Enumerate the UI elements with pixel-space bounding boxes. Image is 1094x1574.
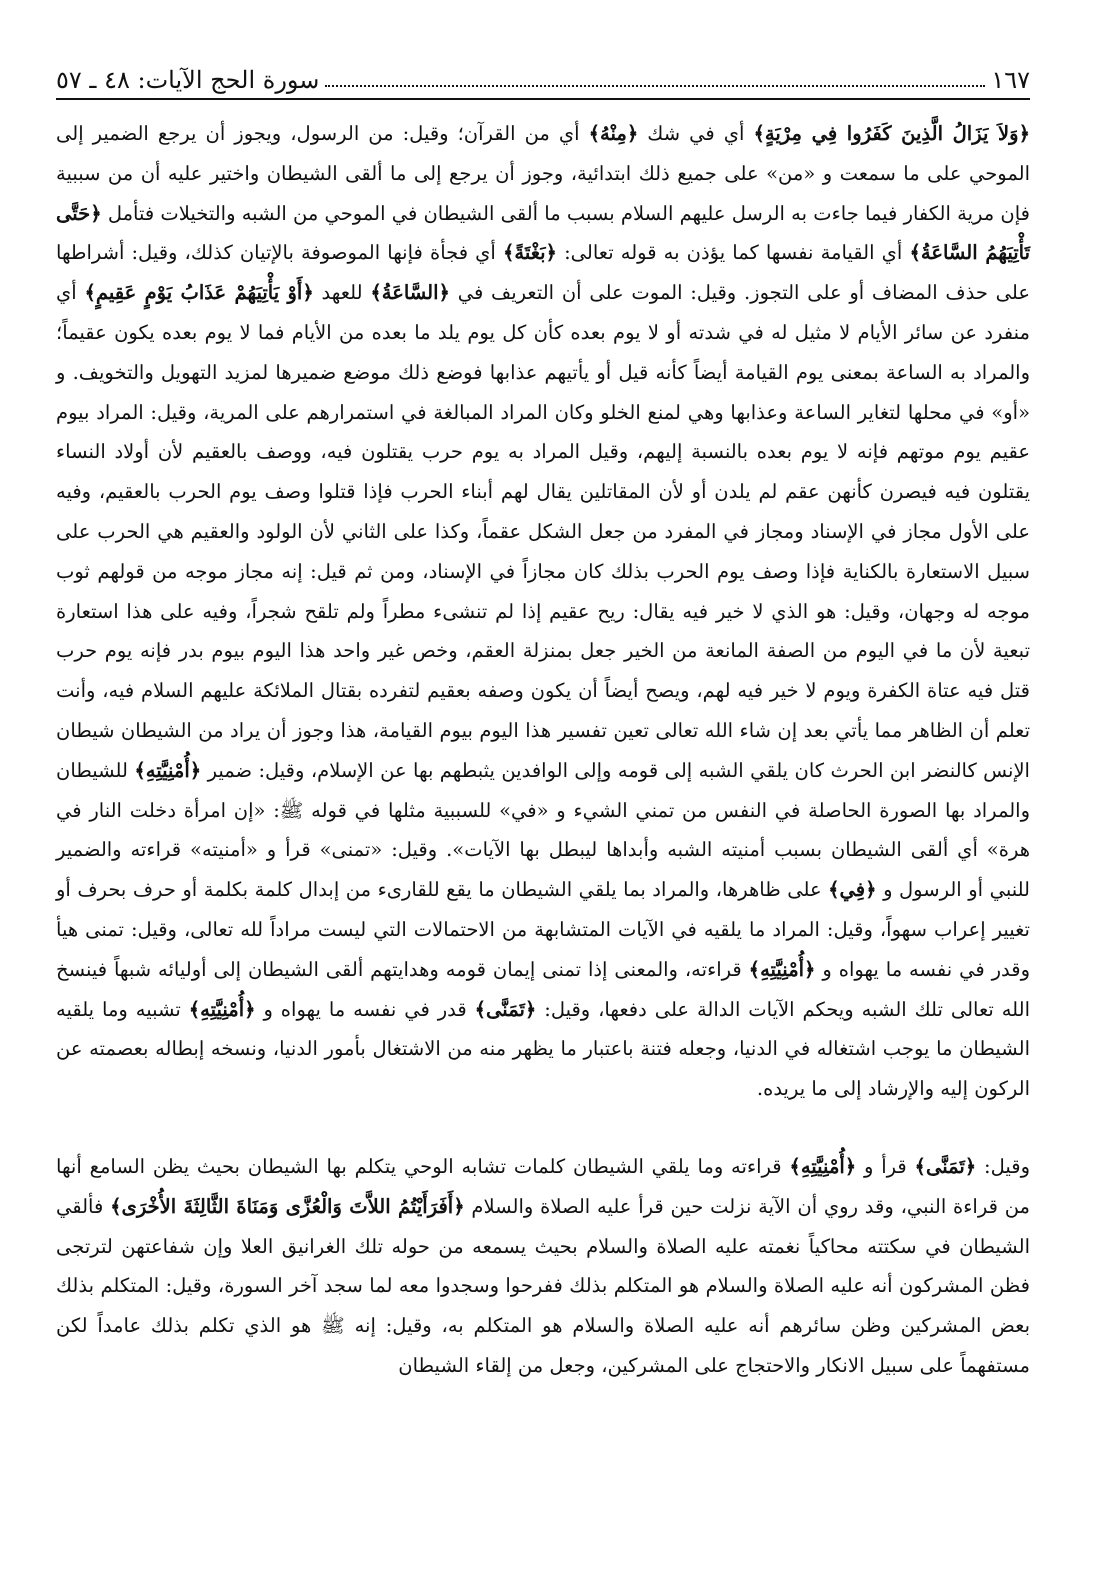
quran-quote: ﴿أُمْنِيَّتِهِ﴾: [188, 997, 256, 1021]
quran-quote: ﴿مِنْهُ﴾: [588, 122, 639, 145]
surah-heading: سورة الحج الآيات: ٤٨ ـ ٥٧: [56, 66, 320, 94]
page-number: ١٦٧: [991, 66, 1030, 94]
quran-quote: ﴿حَتَّى تَأْتِيَهُمُ السَّاعَةُ﴾: [56, 201, 1030, 265]
quran-quote: ﴿أُمْنِيَّتِهِ﴾: [748, 957, 816, 981]
paragraph: ﴿وَلاَ يَزَالُ الَّذِينَ كَفَرُوا فِي مِرْيَةٍ﴾ أي في شك ﴿مِنْهُ﴾ أي من القرآن؛ وقيل: من الرسول، ويجوز أن يرجع الضمير إلى الموحي على ما سمعت و «من» على جميع ذلك ابتدائية، وجوز أن يرجع إلى ما ألقى الشيطان واختير عليه أن من سببية فإن مرية الكفار فيما جاءت به الرسل عليهم السلام بسبب ما ألقى الشيطان في الموحي من الشبه والتخيلات فتأمل ﴿حَتَّى تَأْتِيَهُمُ السَّاعَةُ﴾ أي القيامة نفسها كما يؤذن به قوله تعالى: ﴿بَغْتَةً﴾ أي فجأة فإنها الموصوفة بالإتيان كذلك، وقيل: أشراطها على حذف المضاف أو على التجوز. وقيل: الموت على أن التعريف في ﴿السَّاعَةُ﴾ للعهد ﴿أَوْ يَأْتِيَهُمْ عَذَابُ يَوْمٍ عَقِيمٍ﴾ أي منفرد عن سائر الأيام لا مثيل له في شدته أو لا يوم بعده كأن كل يوم يلد ما بعده من الأيام فما لا يوم بعده يكون عقيماً؛ والمراد به الساعة بمعنى يوم القيامة أيضاً كأنه قيل أو يأتيهم عذابها فوضع ذلك موضع ضميرها لمزيد التهويل والتخويف. و «أو» في محلها لتغاير الساعة وعذابها وهي لمنع الخلو وكان المراد المبالغة في استمرارهم على المرية، وقيل: المراد بيوم عقيم يوم موتهم فإنه لا يوم بعده بالنسبة إليهم، وقيل المراد به يوم حرب يقتلون فيه، ووصف بالعقيم لأن أولاد النساء يقتلون فيه فيصرن كأنهن عقم لم يلدن أو لأن المقاتلين يقال لهم أبناء الحرب فإذا قتلوا وصف يوم الحرب بالعقيم، وفيه على الأول مجاز في الإسناد ومجاز في المفرد من جعل الشكل عقماً، وكذا على الثاني لأن الولود والعقيم هي الحرب على سبيل الاستعارة بالكناية فإذا وصف يوم الحرب بذلك كان مجازاً في الإسناد، ومن ثم قيل: إنه مجاز موجه من قولهم ثوب موجه له وجهان، وقيل: هو الذي لا خير فيه يقال: ريح عقيم إذا لم تنشىء مطراً ولم تلقح شجراً، وفيه على هذا استعارة تبعية لأن ما في اليوم من الصفة المانعة من الخير جعل بمنزلة العقم، وخص غير واحد هذا اليوم بيوم بدر فإنه يوم حرب قتل فيه عتاة الكفرة ويوم لا خير فيه لهم، ويصح أيضاً أن يكون وصفه بعقيم لتفرده بقتال الملائكة عليهم السلام فيه، وأنت تعلم أن الظاهر مما يأتي بعد إن شاء الله تعالى تعين تفسير هذا اليوم بيوم القيامة، هذا وجوز أن يراد من الشيطان شيطان الإنس كالنضر ابن الحرث كان يلقي الشبه إلى قومه وإلى الوافدين يثبطهم بها عن الإسلام، وقيل: ضمير ﴿أُمْنِيَّتِهِ﴾ للشيطان والمراد بها الصورة الحاصلة في النفس من تمني الشيء و «في» للسببية مثلها في قوله ﷺ: «إن امرأة دخلت النار في هرة» أي ألقى الشيطان بسبب أمنيته الشبه وأبداها ليبطل بها الآيات». وقيل: «تمنى» قرأ و «أمنيته» قراءته والضمير للنبي أو الرسول و ﴿فِي﴾ على ظاهرها، والمراد بما يلقي الشيطان ما يقع للقارىء من إبدال كلمة بكلمة أو حرف بحرف أو تغيير إعراب سهواً، وقيل: المراد ما يلقيه في الآيات المتشابهة من الاحتمالات التي ليست مراداً لله تعالى، وقيل: تمنى هيأ وقدر في نفسه ما يهواه و ﴿أُمْنِيَّتِهِ﴾ قراءته، والمعنى إذا تمنى إيمان قومه وهدايتهم ألقى الشيطان إلى أوليائه شبهاً فينسخ الله تعالى تلك الشبه ويحكم الآيات الدالة على دفعها، وقيل: ﴿تَمَنَّى﴾ قدر في نفسه ما يهواه و ﴿أُمْنِيَّتِهِ﴾ تشبيه وما يلقيه الشيطان ما يوجب اشتغاله في الدنيا، وجعله فتنة باعتبار ما يظهر منه من الاشتغال بأمور الدنيا، ونسخه إبطاله بعصمته عن الركون إليه والإرشاد إلى ما يريده.: [56, 122, 1030, 1101]
commentary-body: [56, 114, 1030, 1386]
running-header: [56, 58, 1030, 100]
quran-quote: ﴿السَّاعَةُ﴾: [370, 281, 450, 305]
quran-quote: ﴿أَفَرَأَيْتُمُ اللاَّتَ وَالْعُزَّى وَمَنَاةَ الثَّالِثَةَ الأُخْرَى﴾: [110, 1194, 465, 1218]
quran-quote: ﴿تَمَنَّى﴾: [474, 997, 537, 1021]
quran-quote: ﴿تَمَنَّى﴾: [914, 1154, 977, 1178]
quran-quote: ﴿وَلاَ يَزَالُ الَّذِينَ كَفَرُوا فِي مِرْيَةٍ﴾: [753, 122, 1030, 145]
quran-quote: ﴿فِي﴾: [828, 878, 877, 902]
quran-quote: ﴿أُمْنِيَّتِهِ﴾: [789, 1154, 857, 1178]
quran-quote: ﴿أُمْنِيَّتِهِ﴾: [134, 758, 202, 782]
dotted-leader: [325, 85, 985, 87]
quran-quote: ﴿أَوْ يَأْتِيَهُمْ عَذَابُ يَوْمٍ عَقِيمٍ﴾: [84, 281, 314, 305]
paragraph: وقيل: ﴿تَمَنَّى﴾ قرأ و ﴿أُمْنِيَّتِهِ﴾ قراءته وما يلقي الشيطان كلمات تشابه الوحي يتكلم بها الشيطان بحيث يظن السامع أنها من قراءة النبي، وقد روي أن الآية نزلت حين قرأ عليه الصلاة والسلام ﴿أَفَرَأَيْتُمُ اللاَّتَ وَالْعُزَّى وَمَنَاةَ الثَّالِثَةَ الأُخْرَى﴾ فألقي الشيطان في سكتته محاكياً نغمته عليه الصلاة والسلام بحيث يسمعه من حوله تلك الغرانيق العلا وإن شفاعتهن لترتجى فظن المشركون أنه عليه الصلاة والسلام هو المتكلم بذلك ففرحوا وسجدوا معه لما سجد آخر السورة، وقيل: المتكلم بذلك بعض المشركين وظن سائرهم أنه عليه الصلاة والسلام هو المتكلم به، وقيل: إنه ﷺ هو الذي تكلم بذلك عامداً لكن مستفهماً على سبيل الانكار والاحتجاج على المشركين، وجعل من إلقاء الشيطان: [56, 1154, 1030, 1377]
quran-quote: ﴿بَغْتَةً﴾: [502, 241, 557, 265]
